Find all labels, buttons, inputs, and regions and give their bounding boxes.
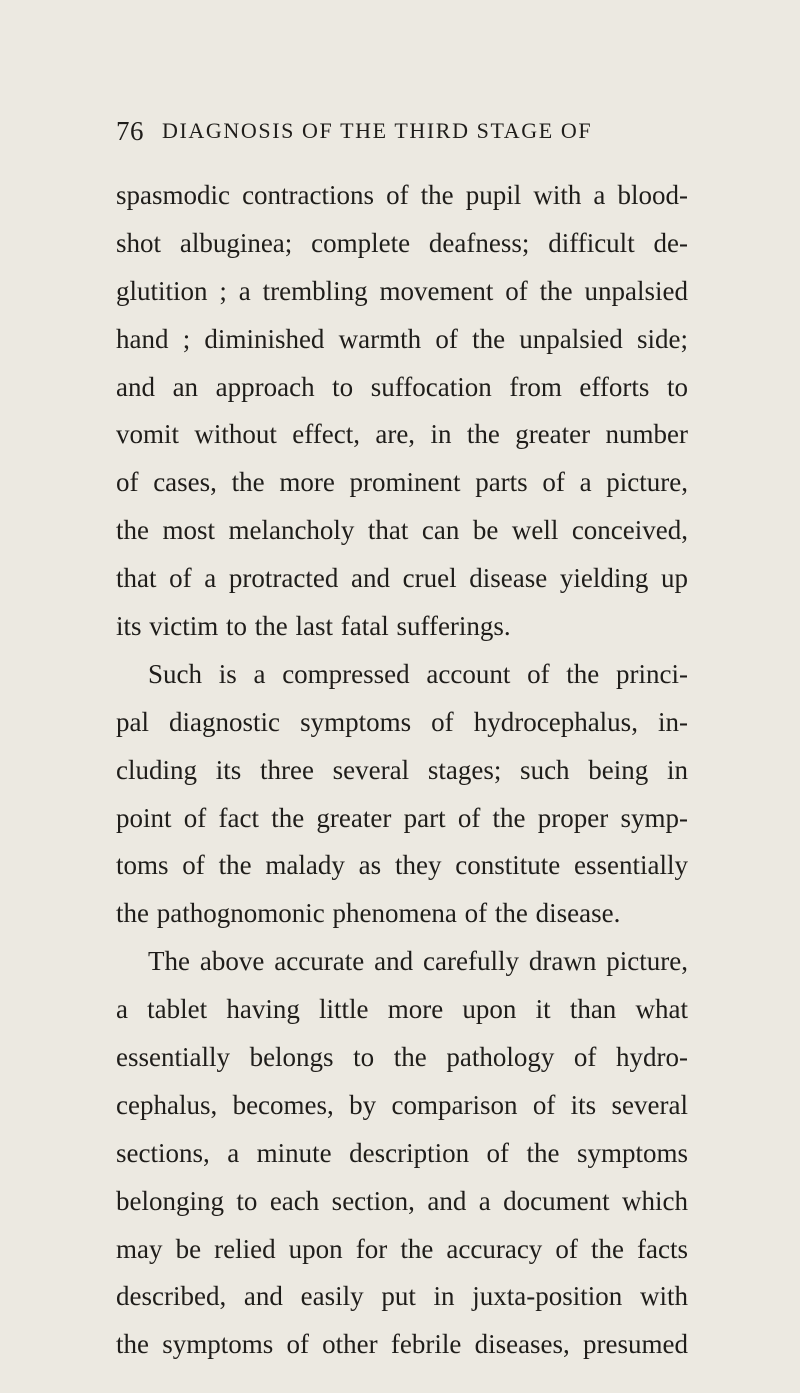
text-line: cluding its three several stages; such being in — [116, 754, 688, 785]
body-text — [116, 172, 688, 1369]
paragraph-start-line: Such is a compressed account of the princi- — [148, 658, 688, 689]
paragraph-end-line: the pathognomonic phenomena of the disease. — [116, 898, 621, 929]
text-line: that of a protracted and cruel disease yielding up — [116, 563, 688, 594]
text-line: of cases, the more prominent parts of a picture, — [116, 467, 688, 498]
text-line: and an approach to suffocation from efforts to — [116, 371, 688, 402]
text-line: may be relied upon for the accuracy of the facts — [116, 1233, 688, 1264]
text-line: a tablet having little more upon it than what — [116, 994, 688, 1025]
text-line: point of fact the greater part of the proper symp- — [116, 802, 688, 833]
text-line: glutition ; a trembling movement of the unpalsied — [116, 275, 688, 306]
paragraph-end-line: its victim to the last fatal sufferings. — [116, 611, 511, 642]
text-line: hand ; diminished warmth of the unpalsied side; — [116, 323, 688, 354]
text-line: toms of the malady as they constitute essentially — [116, 850, 688, 881]
page-number: 76 — [116, 116, 144, 146]
text-line: belonging to each section, and a document which — [116, 1185, 688, 1216]
text-line: vomit without effect, are, in the greater number — [116, 419, 688, 450]
page-header — [116, 116, 676, 156]
text-line: the most melancholy that can be well conceived, — [116, 515, 688, 546]
running-head: DIAGNOSIS OF THE THIRD STAGE OF — [162, 118, 593, 143]
text-line: pal diagnostic symptoms of hydrocephalus, in- — [116, 706, 688, 737]
text-line: shot albuginea; complete deafness; difficult de- — [116, 227, 688, 258]
text-line: essentially belongs to the pathology of hydro- — [116, 1042, 688, 1073]
text-line: described, and easily put in juxta-position with — [116, 1281, 688, 1312]
paragraph-start-line: The above accurate and carefully drawn picture, — [148, 946, 688, 977]
text-line: sections, a minute description of the symptoms — [116, 1137, 688, 1168]
text-line: spasmodic contractions of the pupil with a blood- — [116, 180, 688, 210]
text-line: cephalus, becomes, by comparison of its several — [116, 1089, 688, 1120]
text-line: the symptoms of other febrile diseases, presumed — [116, 1329, 688, 1360]
